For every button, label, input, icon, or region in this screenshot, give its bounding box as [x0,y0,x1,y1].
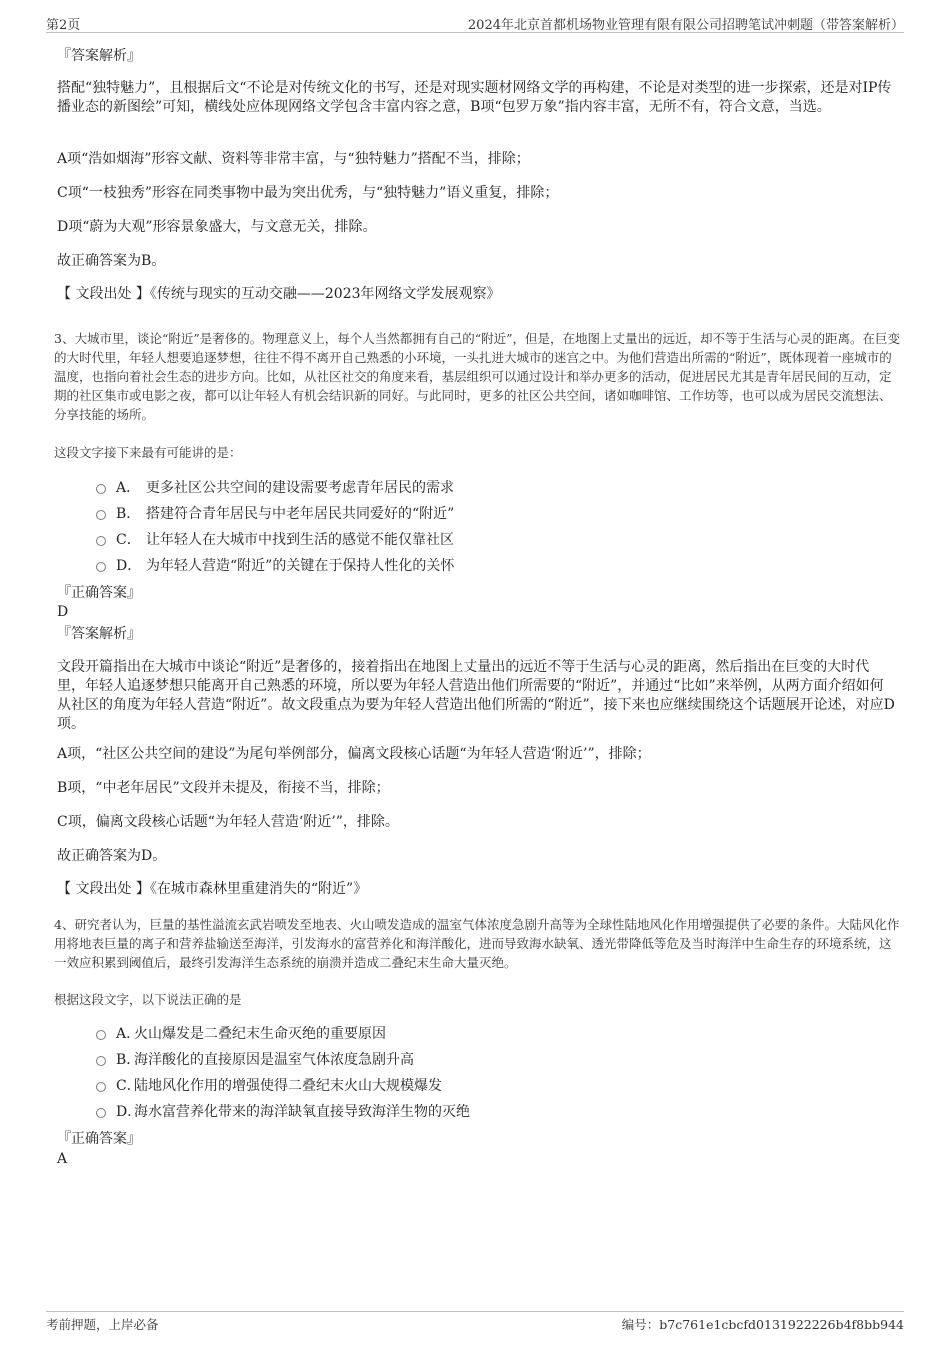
q3-option-b[interactable]: B． 搭建符合青年居民与中老年居民共同爱好的“附近” [96,505,454,524]
radio-icon[interactable] [96,1030,106,1040]
page-footer [46,1311,904,1332]
radio-icon[interactable] [96,536,106,546]
q3-question: 这段文字接下来最有可能讲的是： [54,445,242,460]
q3-option-c[interactable]: C． 让年轻人在大城市中找到生活的感觉不能仅靠社区 [96,531,454,550]
radio-icon[interactable] [96,1056,106,1066]
q2-analysis-option-c: C项“一枝独秀”形容在同类事物中最为突出优秀，与“独特魅力”语义重复，排除； [57,185,559,201]
page-header [46,14,904,33]
radio-icon[interactable] [96,510,106,520]
q4-answer: A [57,1151,68,1167]
footer-slogan: 考前押题，上岸必备 [46,1317,159,1332]
q4-option-c[interactable]: C．陆地风化作用的增强使得二叠纪末火山大规模爆发 [96,1077,442,1096]
page-number: 第2页 [46,18,81,33]
radio-icon[interactable] [96,484,106,494]
radio-icon[interactable] [96,562,106,572]
q3-analysis-paragraph: 文段开篇指出在大城市中谈论“附近”是奢侈的，接着指出在地图上丈量出的远近不等于生活与心灵的距离，然后指出在巨变的大时代里，年轻人追逐梦想只能离开自己熟悉的环境，所以要为年轻人营造出他们所需要的“附近”，并通过“比如”来举例，从两方面介绍如何从社区的角度为年轻人营造“附近”。故文段重点为要为年轻人营造出他们所需的“附近”，接下来也应继续围绕这个话题展开论述，对应D项。 [57,659,895,732]
q3-conclusion: 故正确答案为D。 [57,848,167,864]
q4-passage: 4、研究者认为，巨量的基性溢流玄武岩喷发至地表、火山喷发造成的温室气体浓度急剧升高等为全球性陆地风化作用增强提供了必要的条件。大陆风化作用将地表巨量的离子和营养盐输送至海洋，引发海水的富营养化和海洋酸化，进而导致海水缺氧、透光带降低等危及当时海洋中生命生存的环境系统，这一效应积累到阈值后，最终引发海洋生态系统的崩溃并造成二叠纪末生命大量灭绝。 [54,917,900,970]
q2-analysis-option-a: A项“浩如烟海”形容文献、资料等非常丰富，与“独特魅力”搭配不当，排除； [57,151,530,167]
q3-source: 【 文段出处 】《在城市森林里重建消失的“附近”》 [57,881,368,897]
q2-analysis-paragraph: 搭配“独特魅力”，且根据后文“不论是对传统文化的书写，还是对现实题材网络文学的再构建，不论是对类型的进一步探索，还是对IP传播业态的新图绘”可知，横线处应体现网络文学包含丰富内容之意，B项“包罗万象”指内容丰富，无所不有，符合文意，当选。 [57,80,892,115]
q4-option-b[interactable]: B．海洋酸化的直接原因是温室气体浓度急剧升高 [96,1051,414,1070]
q3-option-d[interactable]: D． 为年轻人营造“附近”的关键在于保持人性化的关怀 [96,557,454,576]
q4-answer-label: 『正确答案』 [57,1131,141,1147]
q4-question: 根据这段文字，以下说法正确的是 [54,992,242,1007]
q2-source: 【 文段出处 】《传统与现实的互动交融——2023年网络文学发展观察》 [57,286,501,302]
document-id: 编号：b7c761e1cbcfd0131922226b4f8bb944 [621,1317,904,1332]
q4-option-a[interactable]: A．火山爆发是二叠纪末生命灭绝的重要原因 [96,1025,386,1044]
q3-answer-label: 『正确答案』 [57,585,141,601]
q2-conclusion: 故正确答案为B。 [57,253,166,269]
q3-analysis-option-b: B项，“中老年居民”文段并未提及，衔接不当，排除； [57,780,390,796]
q4-option-d[interactable]: D．海水富营养化带来的海洋缺氧直接导致海洋生物的灭绝 [96,1103,470,1122]
q3-passage: 3、大城市里，谈论“附近”是奢侈的。物理意义上，每个人当然都拥有自己的“附近”，但是，在地图上丈量出的远近，却不等于生活与心灵的距离。在巨变的大时代里，年轻人想要追逐梦想，往往不得不离开自己熟悉的小环境，一头扎进大城市的迷宫之中。为他们营造出所需的“附近”，既体现着一座城市的温度，也指向着社会生态的进步方向。比如，从社区社交的角度来看，基层组织可以通过设计和举办更多的活动，促进居民尤其是青年居民间的互动，定期的社区集市或电影之夜，都可以让年轻人有机会结识新的同好。与此同时，更多的社区公共空间，诸如咖啡馆、工作坊等，也可以成为居民交流想法、分享技能的场所。 [54,331,901,422]
document-title: 2024年北京首都机场物业管理有限有限公司招聘笔试冲刺题（带答案解析） [467,18,904,33]
q2-analysis-option-d: D项“蔚为大观”形容景象盛大，与文意无关，排除。 [57,219,377,235]
q3-analysis-option-c: C项，偏离文段核心话题“为年轻人营造‘附近’”，排除。 [57,814,399,830]
q2-analysis-label: 『答案解析』 [57,48,141,64]
q3-analysis-option-a: A项，“社区公共空间的建设”为尾句举例部分，偏离文段核心话题“为年轻人营造‘附近’”，排除； [57,746,651,762]
q3-analysis-label: 『答案解析』 [57,626,141,642]
q3-answer: D [57,604,69,620]
radio-icon[interactable] [96,1082,106,1092]
radio-icon[interactable] [96,1108,106,1118]
q3-option-a[interactable]: A． 更多社区公共空间的建设需要考虑青年居民的需求 [96,479,454,498]
